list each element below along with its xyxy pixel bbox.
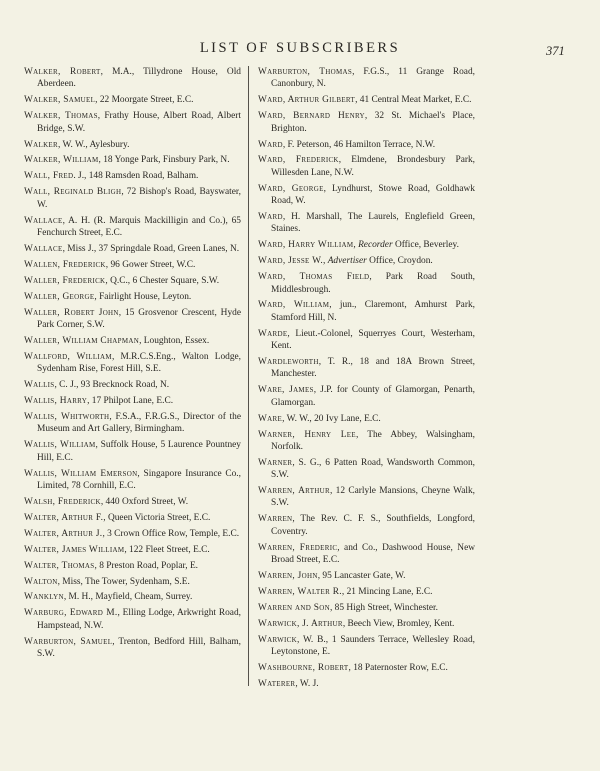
subscriber-entry [24,560,241,572]
subscriber-name: Wallace [24,215,63,226]
subscriber-name: Wallen, Frederick [24,259,106,270]
subscriber-entry [24,395,241,407]
subscriber-details: , Park Road South, Middlesbrough. [271,272,475,295]
subscriber-entry [258,618,475,630]
subscriber-entry [24,351,241,376]
subscriber-entry [24,528,241,540]
subscriber-details: , 12 Carlyle Mansions, Cheyne Walk, S.W. [271,486,475,509]
subscriber-name: Warren, John [258,570,318,581]
subscriber-details: , The Rev. C. F. S., Southfields, Longford, Coventry. [271,514,475,537]
page-number: 371 [546,44,565,58]
subscriber-details: , jun., Claremont, Amhurst Park, Stamford Hill, N. [271,300,475,323]
subscriber-details: , 96 Gower Street, W.C. [105,259,196,270]
entry-italic-text: Advertiser [327,256,367,267]
subscriber-name: Walter, Thomas [24,560,95,571]
subscriber-name: Ward, Arthur Gilbert [258,95,356,106]
subscriber-entry [24,66,241,91]
subscriber-entry [24,544,241,556]
entry-punctuation: , [323,256,328,267]
subscriber-details: , Fairlight House, Leyton. [94,291,192,302]
subscriber-entry [24,411,241,436]
subscriber-name: Wallis [24,380,55,391]
subscriber-details: , S. G., 6 Patten Road, Wandsworth Common, S.W. [271,457,475,481]
subscriber-entry [258,139,475,151]
subscriber-entry [24,259,241,271]
subscriber-name: Waller, George [24,291,95,302]
subscriber-entry [258,413,475,425]
subscriber-name: Wall, Fred [24,171,74,182]
subscriber-entry [258,602,475,614]
subscriber-entry [258,356,475,381]
subscriber-details: , 8 Preston Road, Poplar, E. [94,560,199,571]
subscriber-name: Wallis, Whitworth [24,412,110,422]
subscriber-name: Warburton, Samuel [24,636,113,647]
subscriber-entry [24,607,241,632]
subscriber-details: , F. Peterson, 46 Hamilton Terrace, N.W. [282,139,436,150]
subscriber-details: , 122 Fleet Street, E.C. [124,544,210,555]
subscriber-name: Wardleworth [258,357,319,367]
subscriber-entry [24,139,241,151]
subscriber-details: Office, Beverley. [392,240,459,251]
subscriber-details: , F.G.S., 11 Grange Road, Canonbury, N. [271,67,475,90]
subscriber-name: Warburton, Thomas [258,67,353,77]
subscriber-entry [258,634,475,659]
subscriber-entry [258,457,475,482]
subscriber-entry [24,496,241,508]
subscriber-entry [258,271,475,296]
subscriber-entry [258,662,475,674]
subscriber-details: , Frathy House, Albert Road, Albert Bridge, S.W. [37,111,241,134]
subscriber-details: , Loughton, Essex. [139,335,210,346]
subscriber-name: Walker, Samuel [24,95,96,106]
subscriber-entry [24,110,241,135]
subscriber-details: , 21 Mincing Lane, E.C. [341,586,433,597]
subscriber-details: , W. W., Aylesbury. [57,139,130,150]
subscriber-details: , W. W., 20 Ivy Lane, E.C. [282,413,381,424]
subscriber-entry [24,335,241,347]
subscriber-entry [24,291,241,303]
subscriber-name: Waller, William Chapman [24,335,140,346]
subscriber-entry [24,591,241,603]
subscriber-name: Warren, Walter R. [258,586,342,597]
subscriber-entry [24,307,241,332]
subscriber-details: , 17 Philpot Lane, E.C. [87,396,174,407]
subscriber-details: , T. R., 18 and 18A Brown Street, Manchester. [271,357,475,380]
subscriber-name: Wallford, William [24,351,112,362]
subscriber-name: Wallis, William Emerson [24,468,138,479]
subscriber-name: Walter, James William [24,544,125,555]
subscriber-name: Warwick, J. Arthur [258,618,343,629]
subscriber-entry [24,439,241,464]
subscriber-name: Ward, Thomas Field [258,272,370,283]
subscriber-details: , Elling Lodge, Arkwright Road, Hampstead, N.W. [37,608,241,631]
subscriber-details: , W. B., 1 Saunders Terrace, Wellesley Road, Leytonstone, E. [271,634,475,657]
subscriber-name: Waterer [258,678,296,689]
subscriber-name: Warren [258,514,293,525]
subscriber-entry [258,586,475,598]
subscriber-name: Waller, Frederick [24,275,106,286]
subscriber-entry [258,485,475,510]
subscriber-details: , Q.C., 6 Chester Square, S.W. [105,275,220,286]
subscriber-name: Warde [258,328,288,339]
subscriber-entry [24,154,241,166]
page-header: LIST OF SUBSCRIBERS [199,40,401,56]
subscriber-details: , Lieut.-Colonel, Squerryes Court, Westerham, Kent. [271,328,475,352]
subscriber-name: Wallace [24,243,63,254]
subscriber-entry [258,299,475,324]
subscriber-details: , 440 Oxford Street, W. [100,496,189,507]
subscriber-name: Walsh, Frederick [24,496,101,507]
subscriber-details: , F.S.A., F.R.G.S., Director of the Museum and Art Gallery, Birmingham. [37,412,241,435]
subscriber-details: , M. H., Mayfield, Cheam, Surrey. [63,592,193,603]
subscriber-details: , 15 Grosvenor Crescent, Hyde Park Corner, S.W. [37,307,241,330]
subscriber-entry [258,211,475,236]
subscriber-name: Wall, Reginald Bligh [24,187,122,198]
subscriber-name: Ward [258,139,283,150]
subscriber-name: Walker [24,139,58,150]
subscriber-details: , 95 Lancaster Gate, W. [317,570,406,581]
subscriber-entry [258,94,475,106]
subscriber-name: Warner [258,457,293,468]
subscriber-entry [24,576,241,588]
subscriber-name: Wallis, Harry [24,396,88,407]
subscriber-entry [24,94,241,106]
subscriber-details: , Beech View, Bromley, Kent. [342,618,455,629]
subscriber-entry [24,636,241,661]
subscriber-details: , W. J. [295,678,319,689]
subscriber-details: , J.P. for County of Glamorgan, Penarth, Glamorgan. [271,385,475,408]
subscriber-details: , The Abbey, Walsingham, Norfolk. [271,429,476,452]
subscriber-details: , Queen Victoria Street, E.C. [103,512,211,523]
subscriber-entry [258,110,475,135]
subscriber-entry [24,243,241,255]
subscriber-details: , Elmdene, Brondesbury Park, Willesden Lane, N.W. [271,155,476,178]
subscriber-name: Warren, Arthur [258,486,330,497]
subscriber-details: , M.A., Tillydrone House, Old Aberdeen. [37,67,241,90]
subscriber-details: , Miss, The Tower, Sydenham, S.E. [57,576,190,587]
subscriber-name: Ward [258,212,283,222]
subscriber-name: Warner, Henry Lee [258,429,356,440]
subscriber-entry [258,429,475,454]
subscriber-name: Washbourne, Robert [258,662,349,673]
subscriber-entry [258,239,475,251]
subscriber-entry [24,275,241,287]
subscriber-details: , Lyndhurst, Stowe Road, Goldhawk Road, W. [271,183,475,207]
subscriber-entry [24,186,241,211]
subscriber-name: Warren and Son [258,602,330,613]
subscriber-details: , Trenton, Bedford Hill, Balham, S.W. [37,636,241,660]
subscriber-name: Ward, Bernard Henry [258,111,365,122]
subscriber-entry [258,154,475,179]
subscriber-name: Wallis, William [24,440,96,451]
subscriber-entry [258,384,475,409]
subscriber-details: , Singapore Insurance Co., Limited, 78 Cornhill, E.C. [37,468,241,491]
subscriber-details: , 3 Crown Office Row, Temple, E.C. [102,528,240,539]
subscriber-name: Ward, George [258,183,324,194]
subscriber-details: , 18 Yonge Park, Finsbury Park, N. [98,155,230,166]
subscriber-name: Warwick [258,634,297,645]
subscriber-details: , 18 Paternoster Row, E.C. [348,662,448,673]
right-column [258,66,475,694]
subscriber-name: Ward, Jesse W. [258,256,324,267]
subscriber-name: Walker, Thomas [24,111,98,122]
subscriber-details: Office, Croydon. [366,256,433,267]
left-column [24,66,241,664]
subscriber-name: Walter, Arthur J. [24,528,103,539]
subscriber-name: Walker, Robert [24,67,101,77]
subscriber-details: , A. H. (R. Marquis Mackilligin and Co.), 65 Fenchurch Street, E.C. [37,215,241,238]
subscriber-entry [258,570,475,582]
subscriber-entry [24,215,241,240]
subscriber-details: , M.R.C.S.Eng., Walton Lodge, Sydenham Rise, Forest Hill, S.E. [37,351,242,375]
subscriber-name: Wanklyn [24,592,64,603]
subscriber-details: , 22 Moorgate Street, E.C. [95,95,194,106]
subscriber-name: Ward, William [258,300,330,311]
subscriber-details: , 85 High Street, Winchester. [329,602,438,613]
subscriber-details: , H. Marshall, The Laurels, Englefield Green, Staines. [271,212,475,235]
subscriber-entry [258,513,475,538]
subscriber-entry [258,255,475,267]
subscriber-name: Warburg, Edward M. [24,608,118,619]
subscriber-entry [258,66,475,91]
subscriber-details: , and Co., Dashwood House, New Broad Street, E.C. [271,542,476,565]
subscriber-entry [24,512,241,524]
subscriber-entry [24,170,241,182]
entry-italic-text: Recorder [358,240,393,251]
subscriber-name: Ward, Harry William [258,240,354,251]
subscriber-name: Walker, William [24,155,99,166]
subscriber-entry [258,542,475,567]
subscriber-name: Waller, Robert John [24,307,119,318]
subscriber-details: , 32 St. Michael's Place, Brighton. [271,111,475,134]
subscriber-name: Ware [258,413,283,424]
subscriber-entry [24,379,241,391]
column-divider [248,66,249,686]
subscriber-entry [24,468,241,493]
entry-punctuation: , [353,240,359,251]
subscriber-details: , 41 Central Meat Market, E.C. [355,95,472,106]
subscriber-details: , 72 Bishop's Road, Bayswater, W. [37,187,241,210]
subscriber-name: Walton [24,576,58,587]
subscriber-details: , C. J., 93 Brecknock Road, N. [54,380,170,391]
subscriber-details: . J., 148 Ramsden Road, Balham. [73,171,199,182]
subscriber-name: Walter, Arthur F. [24,512,104,523]
subscriber-name: Ware, James [258,385,314,396]
subscriber-details: , Miss J., 37 Springdale Road, Green Lanes, N. [62,243,240,254]
subscriber-entry [258,183,475,208]
subscriber-name: Warren, Frederic [258,542,338,553]
subscriber-entry [258,328,475,353]
subscriber-name: Ward, Frederick [258,155,339,166]
subscriber-entry [258,678,475,690]
subscriber-details: , Suffolk House, 5 Laurence Pountney Hill, E.C. [37,440,241,463]
